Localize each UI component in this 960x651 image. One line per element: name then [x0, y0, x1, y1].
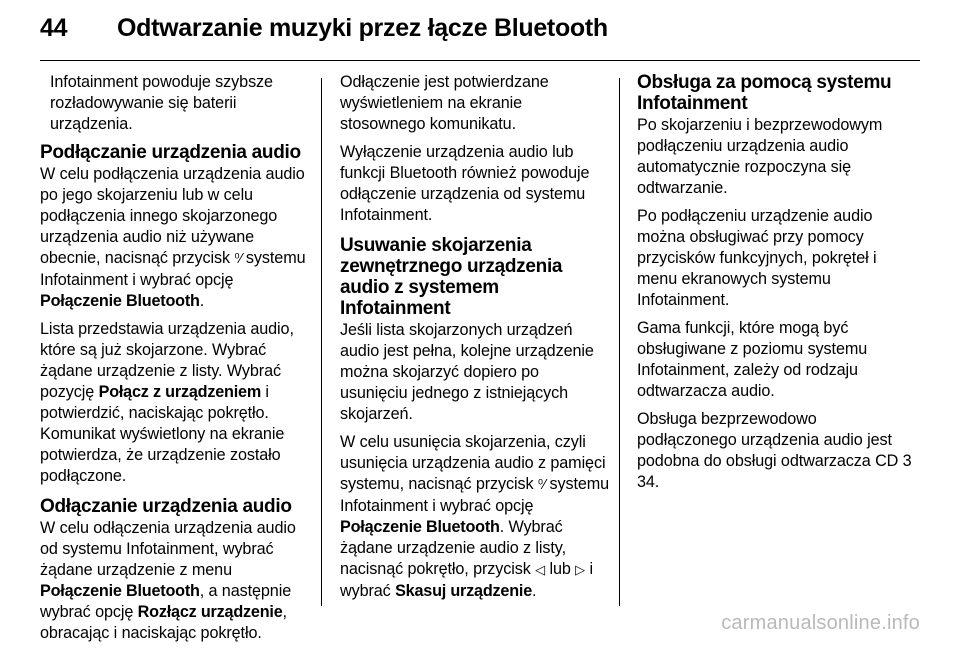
left-arrow-icon: ◁ — [535, 563, 546, 578]
intro-paragraph: Infotainment powoduje szybsze rozładowywanie się baterii urządzenia. — [50, 73, 273, 133]
menu-option-bluetooth: Połączenie Bluetooth — [40, 582, 200, 600]
header-rule — [40, 60, 920, 61]
page-header — [0, 0, 960, 62]
operation-paragraph-1: Po skojarzeniu i bezprzewodowym podłączeniu urządzenia audio automatycznie rozpoczyna się odtwarzanie. — [637, 116, 883, 197]
heading-remove-pairing: Usuwanie skojarzenia zewnętrznego urządzenia audio z systemem Infotainment — [340, 235, 563, 319]
phone-music-icon: ⁰⁄ — [234, 252, 242, 267]
operation-paragraph-4: Obsługa bezprzewodowo podłączonego urządzenia audio jest podobna do obsługi odtwarzacza CD 3 34. — [637, 410, 912, 491]
operation-paragraph-2: Po podłączeniu urządzenie audio można obsługiwać przy pomocy przycisków funkcyjnych, pokręteł i menu ekranowych systemu Infotainment. — [637, 207, 877, 309]
heading-disconnecting-audio: Odłączanie urządzenia audio — [40, 496, 292, 517]
column-divider-1 — [321, 78, 322, 606]
connecting-paragraph-2: Lista przedstawia urządzenia audio, które są już skojarzone. Wybrać żądane urządzenie z listy. Wybrać pozycję Połącz z urządzeniem i potwierdzić, naciskając pokrętło. Komunikat wyświetlony na ekranie potwierdza, że urządzenie zostało podłączone. — [40, 320, 294, 485]
confirm-paragraph: Odłączenie jest potwierdzane wyświetleniem na ekranie stosownego komunikatu. — [340, 73, 549, 133]
switch-off-paragraph: Wyłączenie urządzenia audio lub funkcji Bluetooth również powoduje odłączenie urządzenia od systemu Infotainment. — [340, 143, 590, 224]
menu-option-delete: Skasuj urządzenie — [395, 582, 533, 600]
right-arrow-icon: ▷ — [575, 563, 586, 578]
heading-operation: Obsługa za pomocą systemu Infotainment — [637, 72, 892, 114]
remove-paragraph-2: W celu usunięcia skojarzenia, czyli usunięcia urządzenia audio z pamięci systemu, nacisnąć przycisk ⁰⁄ systemu Infotainment i wybrać opcję Połączenie Bluetooth. Wybrać żądane urządzenie audio z listy, nacisnąć pokrętło, przycisk ◁ lub ▷ i wybrać Skasuj urządzenie. — [340, 433, 610, 600]
heading-connecting-audio: Podłączanie urządzenia audio — [40, 142, 301, 163]
disconnecting-paragraph: W celu odłączenia urządzenia audio od systemu Infotainment, wybrać żądane urządzenie z menu Połączenie Bluetooth, a następnie wybrać opcję Rozłącz urządzenie, obracając i naciskając pokrętło. — [40, 519, 296, 642]
phone-music-icon: ⁰⁄ — [537, 478, 546, 493]
column-divider-2 — [619, 78, 620, 606]
page-reference-icon: 3 — [902, 452, 912, 470]
page-number: 44 — [40, 14, 68, 42]
connecting-paragraph-1: W celu podłączenia urządzenia audio po jego skojarzeniu lub w celu podłączenia innego skojarzonego urządzenia audio niż używane obecnie, nacisnąć przycisk ⁰⁄ systemu Infotainment i wybrać opcję Połączenie Bluetooth. — [40, 165, 306, 310]
menu-option-bluetooth: Połączenie Bluetooth — [40, 292, 200, 310]
column-2 — [340, 72, 610, 609]
operation-paragraph-3: Gama funkcji, które mogą być obsługiwane z poziomu systemu Infotainment, zależy od rodzaju odtwarzacza audio. — [637, 319, 868, 400]
menu-option-connect: Połącz z urządzeniem — [98, 383, 262, 401]
watermark: carmanualsonline.info — [721, 612, 920, 634]
page-title: Odtwarzanie muzyki przez łącze Bluetooth — [117, 14, 608, 42]
column-1 — [40, 72, 314, 651]
column-3 — [637, 72, 920, 500]
menu-option-bluetooth: Połączenie Bluetooth — [340, 518, 500, 536]
menu-option-disconnect: Rozłącz urządzenie — [137, 603, 283, 621]
remove-paragraph-1: Jeśli lista skojarzonych urządzeń audio jest pełna, kolejne urządzenie można skojarzyć dopiero po usunięciu jednego z istniejących skojarzeń. — [340, 321, 594, 423]
